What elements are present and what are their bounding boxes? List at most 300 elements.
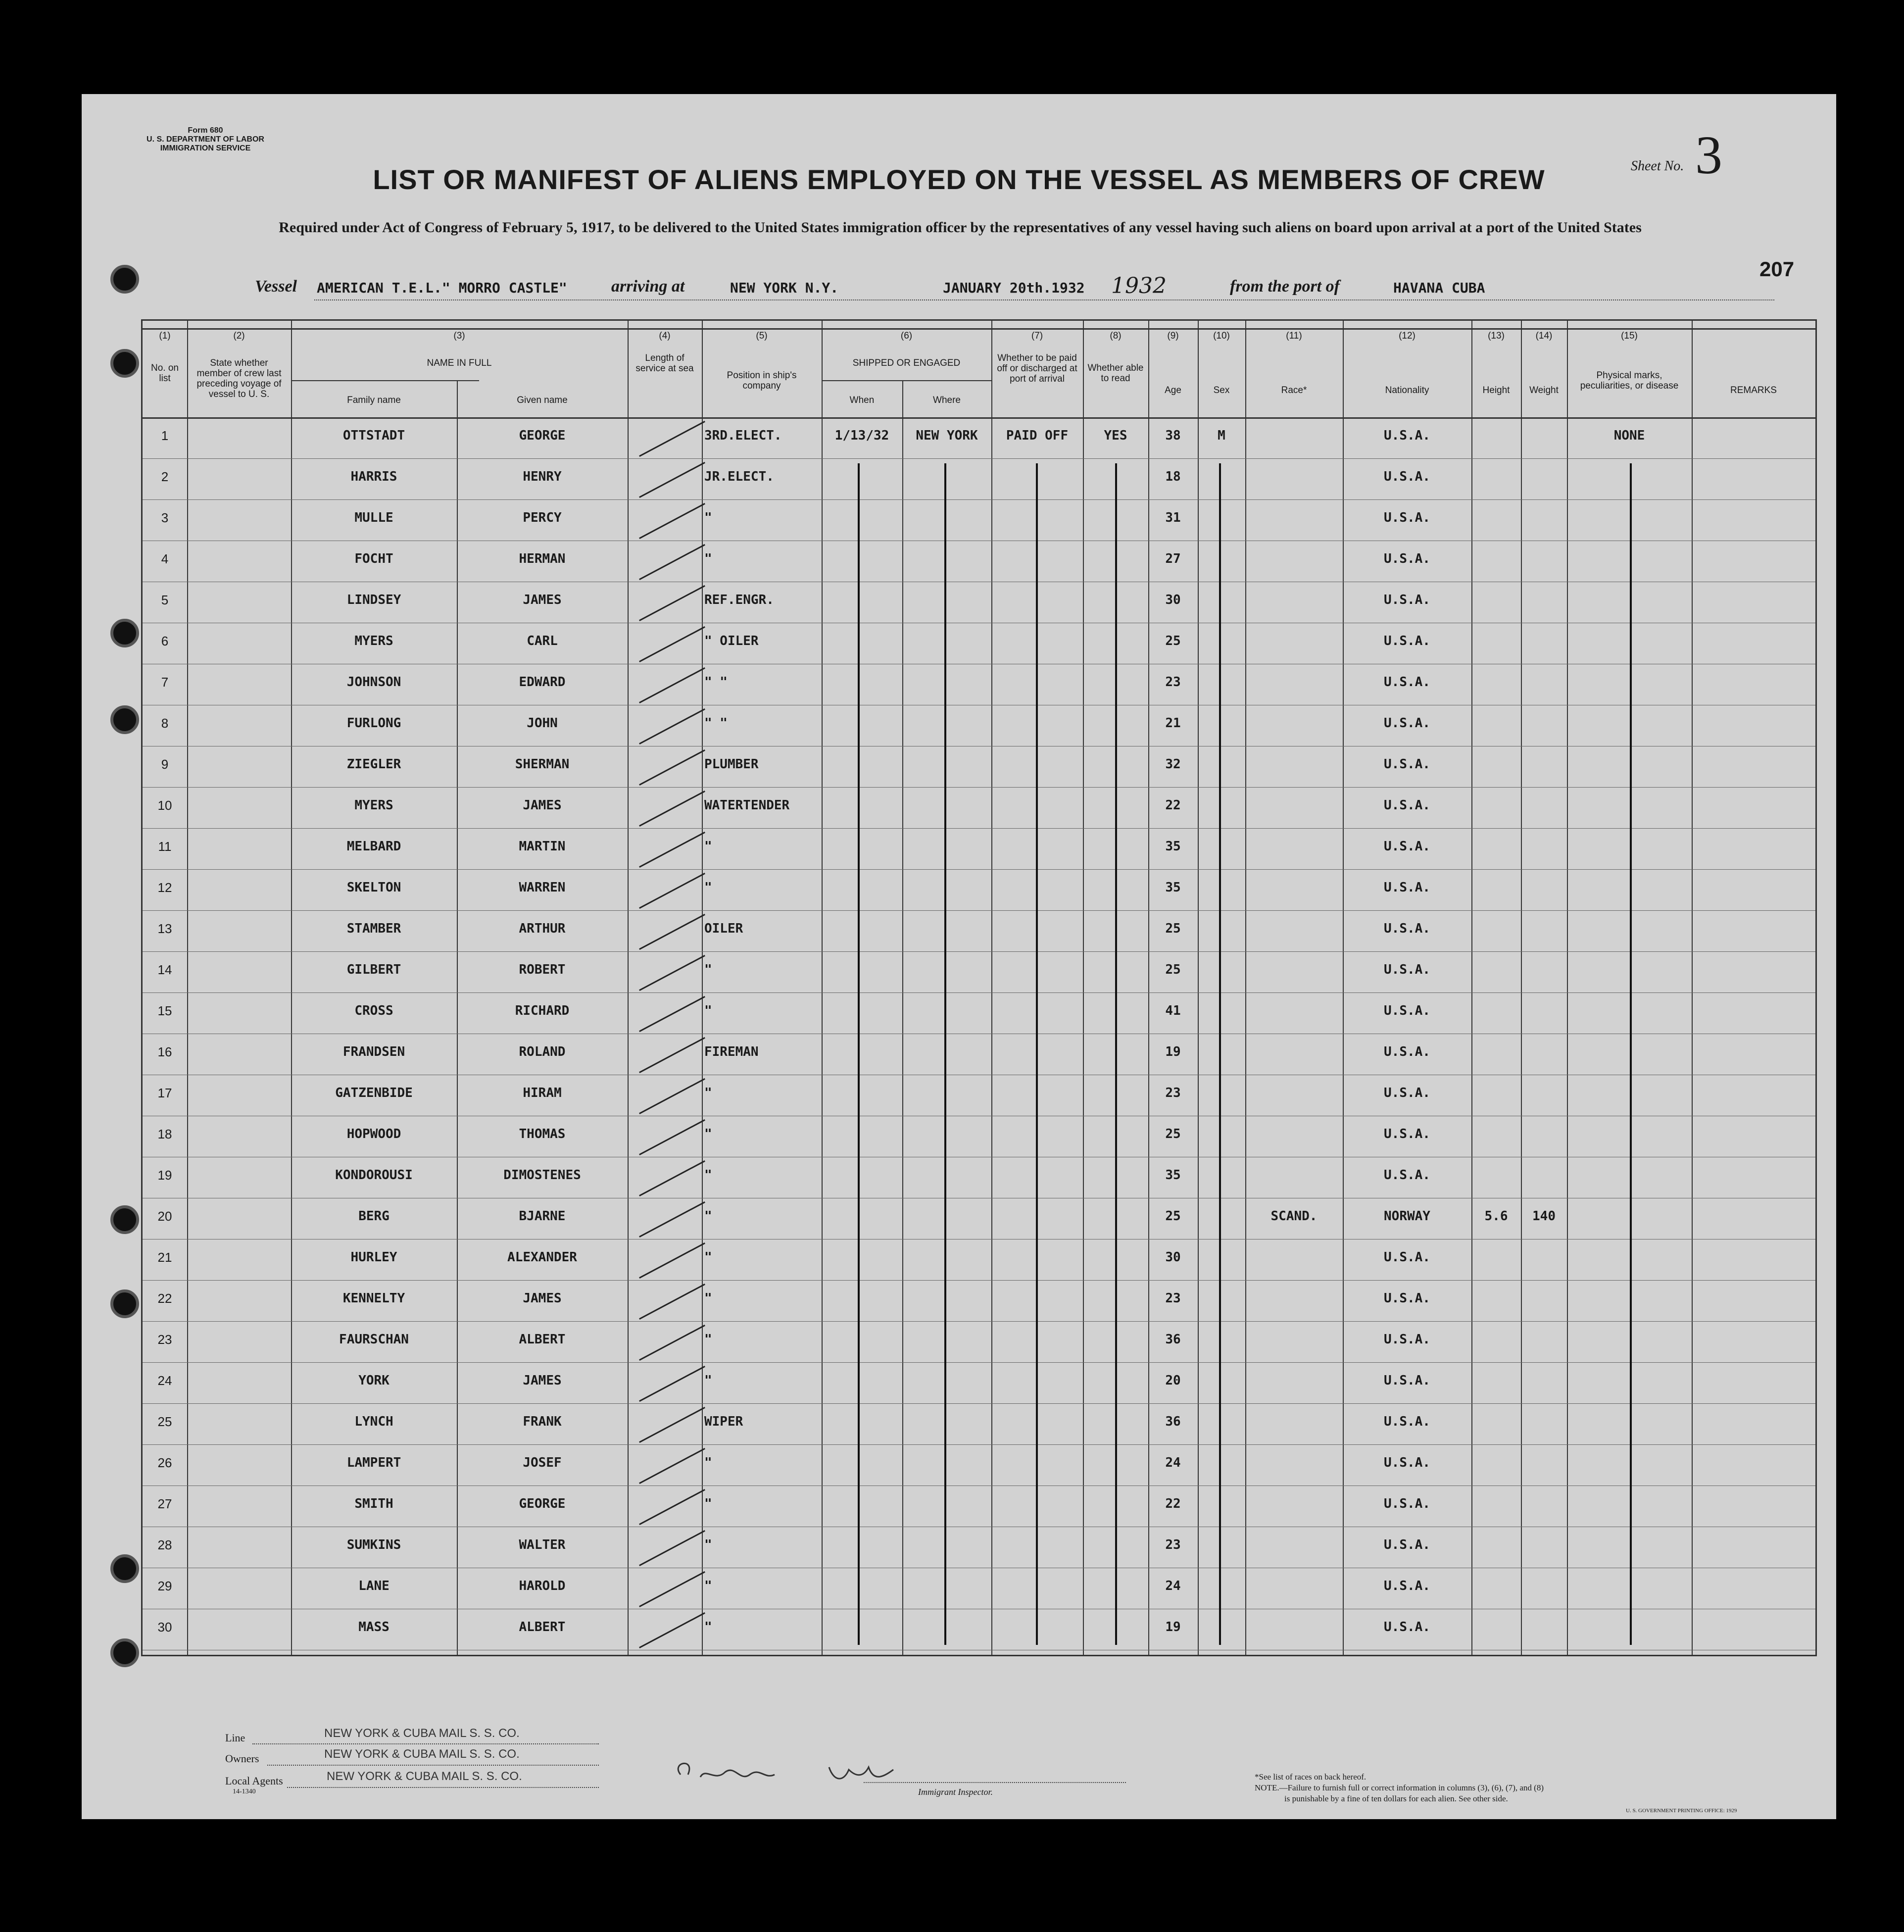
cell-no: 28 (157, 1537, 172, 1552)
owners-label: Owners (225, 1752, 259, 1765)
col13-label: Height (1482, 385, 1510, 396)
cell-family: BERG (358, 1209, 390, 1224)
cell-race: SCAND. (1270, 1209, 1318, 1224)
cell-position: " (704, 839, 712, 854)
cell-nationality: U.S.A. (1384, 1373, 1430, 1388)
cell-family: FRANDSEN (342, 1044, 405, 1059)
cell-given: THOMAS (519, 1127, 566, 1141)
cell-nationality: U.S.A. (1384, 1332, 1430, 1347)
cell-no: 12 (157, 880, 172, 895)
punch-hole (110, 1554, 139, 1583)
cell-family: FURLONG (346, 716, 401, 731)
col13-number: (13) (1488, 331, 1505, 341)
row-rule (143, 1403, 1815, 1404)
cell-no: 23 (157, 1332, 172, 1347)
cell-family: FOCHT (354, 551, 393, 566)
cell-family: LAMPERT (346, 1455, 401, 1470)
from-port-label: from the port of (1230, 277, 1340, 296)
col3-family-label: Family name (347, 395, 401, 405)
row-rule (143, 458, 1815, 459)
form-number: Form 680 (188, 126, 223, 135)
cell-position: " (704, 551, 712, 566)
cell-nationality: U.S.A. (1384, 1168, 1430, 1183)
cell-age: 30 (1165, 1250, 1181, 1265)
cell-no: 26 (157, 1455, 172, 1470)
department-name: U. S. DEPARTMENT OF LABOR (146, 135, 264, 144)
cell-age: 19 (1165, 1620, 1181, 1635)
check-mark (639, 914, 705, 950)
cell-position: 3RD.ELECT. (704, 428, 782, 443)
cell-family: JOHNSON (346, 675, 401, 690)
cell-age: 23 (1165, 675, 1181, 690)
owners-underline (267, 1765, 599, 1766)
col1-number: (1) (159, 331, 171, 341)
cell-position: WATERTENDER (704, 798, 790, 813)
cell-position: " (704, 1579, 712, 1593)
cell-given: JAMES (523, 798, 562, 813)
cell-no: 21 (157, 1250, 172, 1265)
check-mark (639, 503, 705, 539)
check-mark (639, 1530, 705, 1566)
vessel-underline (314, 299, 1774, 300)
cell-position: " (704, 1003, 712, 1018)
cell-nationality: U.S.A. (1384, 962, 1430, 977)
cell-given: WALTER (519, 1537, 566, 1552)
cell-position: " (704, 880, 712, 895)
column-rule (1083, 321, 1084, 1655)
cell-when: 1/13/32 (834, 428, 889, 443)
cell-age: 35 (1165, 839, 1181, 854)
row-rule (143, 499, 1815, 500)
crew-manifest-table (141, 319, 1817, 1656)
cell-no: 8 (161, 716, 169, 731)
cell-no: 1 (161, 428, 169, 443)
col15-number: (15) (1621, 331, 1638, 341)
check-mark (639, 1612, 705, 1648)
punch-hole (110, 265, 139, 294)
cell-age: 35 (1165, 880, 1181, 895)
cell-age: 20 (1165, 1373, 1181, 1388)
vessel-name: AMERICAN T.E.L." MORRO CASTLE" (317, 280, 567, 296)
cell-position: JR.ELECT. (704, 469, 774, 484)
line-underline (252, 1743, 599, 1744)
cell-family: KONDOROUSI (335, 1168, 413, 1183)
cell-marks: NONE (1613, 428, 1645, 443)
cell-given: FRANK (523, 1414, 562, 1429)
punch-hole (110, 1205, 139, 1234)
cell-position: " (704, 1373, 712, 1388)
check-mark (639, 1242, 705, 1279)
page-number: 207 (1759, 257, 1795, 281)
cell-position: OILER (704, 921, 743, 936)
cell-given: HERMAN (519, 551, 566, 566)
subheader-rule (822, 380, 991, 381)
check-mark (639, 1448, 705, 1484)
cell-position: " (704, 1086, 712, 1100)
cell-given: DIMOSTENES (503, 1168, 581, 1183)
service-name: IMMIGRATION SERVICE (160, 144, 251, 152)
cell-position: " (704, 1168, 712, 1183)
col10-number: (10) (1213, 331, 1230, 341)
col10-label: Sex (1213, 385, 1230, 396)
check-mark (639, 585, 705, 621)
row-rule (143, 992, 1815, 993)
punch-hole (110, 349, 139, 378)
cell-family: HARRIS (350, 469, 397, 484)
cell-position: " OILER (704, 634, 759, 648)
cell-position: " (704, 1332, 712, 1347)
column-rule (902, 380, 903, 1655)
cell-no: 16 (157, 1044, 172, 1059)
col5-number: (5) (756, 331, 768, 341)
check-mark (639, 1407, 705, 1443)
row-rule (143, 1362, 1815, 1363)
cell-nationality: U.S.A. (1384, 1455, 1430, 1470)
col6-where-label: Where (933, 395, 961, 405)
cell-age: 25 (1165, 1209, 1181, 1224)
check-mark (639, 1571, 705, 1607)
cell-family: YORK (358, 1373, 390, 1388)
cell-no: 24 (157, 1373, 172, 1388)
cell-nationality: U.S.A. (1384, 1537, 1430, 1552)
cell-age: 25 (1165, 634, 1181, 648)
cell-nationality: U.S.A. (1384, 593, 1430, 607)
cell-family: KENNELTY (342, 1291, 405, 1306)
column-rule (1471, 321, 1472, 1655)
cell-age: 24 (1165, 1579, 1181, 1593)
cell-position: " " (704, 675, 728, 690)
cell-nationality: NORWAY (1384, 1209, 1430, 1224)
cell-height: 5.6 (1484, 1209, 1508, 1224)
cell-given: SHERMAN (515, 757, 570, 772)
check-mark (639, 1325, 705, 1361)
cell-family: MYERS (354, 634, 393, 648)
cell-age: 23 (1165, 1086, 1181, 1100)
agents-underline (287, 1787, 599, 1788)
cell-family: LINDSEY (346, 593, 401, 607)
cell-position: " (704, 1291, 712, 1306)
column-rule (628, 321, 629, 1655)
cell-given: ALBERT (519, 1620, 566, 1635)
cell-given: JAMES (523, 1373, 562, 1388)
cell-family: HOPWOOD (346, 1127, 401, 1141)
cell-family: FAURSCHAN (339, 1332, 409, 1347)
col2-number: (2) (233, 331, 245, 341)
cell-given: ALBERT (519, 1332, 566, 1347)
check-mark (639, 1119, 705, 1155)
cell-given: GEORGE (519, 1496, 566, 1511)
vessel-label: Vessel (255, 277, 297, 296)
departure-port: HAVANA CUBA (1393, 280, 1485, 296)
ditto-line (858, 463, 860, 1645)
cell-given: RICHARD (515, 1003, 570, 1018)
cell-position: " (704, 962, 712, 977)
cell-no: 17 (157, 1086, 172, 1100)
cell-position: " (704, 1537, 712, 1552)
check-mark (639, 996, 705, 1032)
col3-number: (3) (453, 331, 465, 341)
cell-nationality: U.S.A. (1384, 1496, 1430, 1511)
cell-no: 25 (157, 1414, 172, 1429)
row-rule (143, 1321, 1815, 1322)
arriving-label: arriving at (611, 277, 685, 296)
col6-when-label: When (849, 395, 875, 405)
check-mark (639, 955, 705, 991)
col7-number: (7) (1031, 331, 1043, 341)
cell-no: 15 (157, 1003, 172, 1018)
cell-given: ROLAND (519, 1044, 566, 1059)
cell-where: NEW YORK (916, 428, 978, 443)
check-mark (639, 832, 705, 868)
cell-paid: PAID OFF (1006, 428, 1069, 443)
cell-age: 27 (1165, 551, 1181, 566)
cell-age: 24 (1165, 1455, 1181, 1470)
row-rule (143, 1280, 1815, 1281)
cell-age: 31 (1165, 510, 1181, 525)
cell-age: 22 (1165, 798, 1181, 813)
cell-family: GATZENBIDE (335, 1086, 413, 1100)
col8-number: (8) (1110, 331, 1122, 341)
cell-nationality: U.S.A. (1384, 1044, 1430, 1059)
cell-age: 25 (1165, 1127, 1181, 1141)
row-rule (143, 951, 1815, 952)
ditto-line (1630, 463, 1632, 1645)
cell-age: 21 (1165, 716, 1181, 731)
check-mark (639, 462, 705, 498)
col11-number: (11) (1286, 331, 1302, 341)
manifest-sheet (82, 94, 1836, 1819)
col14-label: Weight (1529, 385, 1559, 396)
footnote-races: *See list of races on back hereof. (1255, 1772, 1367, 1782)
cell-age: 22 (1165, 1496, 1181, 1511)
cell-age: 18 (1165, 469, 1181, 484)
cell-no: 5 (161, 593, 169, 607)
check-mark (639, 1160, 705, 1196)
col3-label: NAME IN FULL (427, 358, 492, 368)
cell-no: 9 (161, 757, 169, 772)
ditto-line (1036, 463, 1038, 1645)
cell-nationality: U.S.A. (1384, 1414, 1430, 1429)
cell-family: HURLEY (350, 1250, 397, 1265)
cell-position: " (704, 1250, 712, 1265)
cell-position: WIPER (704, 1414, 743, 1429)
cell-no: 10 (157, 798, 172, 813)
cell-given: ALEXANDER (507, 1250, 577, 1265)
cell-no: 29 (157, 1579, 172, 1593)
sheet-number-label: Sheet No. (1631, 158, 1684, 174)
cell-position: " (704, 510, 712, 525)
check-mark (639, 1201, 705, 1238)
document-subtitle: Required under Act of Congress of February 5, 1917, to be delivered to the United States immigration officer by the representatives of any vessel having such aliens on board upon arrival at a port of the United States (279, 219, 1642, 236)
cell-family: MASS (358, 1620, 390, 1635)
cell-nationality: U.S.A. (1384, 1620, 1430, 1635)
cell-given: CARL (527, 634, 558, 648)
cell-given: EDWARD (519, 675, 566, 690)
check-mark (639, 1366, 705, 1402)
col4-number: (4) (659, 331, 671, 341)
cell-position: REF.ENGR. (704, 593, 774, 607)
cell-family: LANE (358, 1579, 390, 1593)
col15-label: Physical marks, peculiarities, or disease (1580, 370, 1679, 391)
col11-label: Race* (1281, 385, 1307, 396)
cell-no: 7 (161, 675, 169, 690)
cell-no: 3 (161, 510, 169, 525)
arrival-date: JANUARY 20th.1932 (943, 280, 1085, 296)
cell-family: OTTSTADT (342, 428, 405, 443)
cell-age: 23 (1165, 1537, 1181, 1552)
col4-label: Length of service at sea (635, 353, 694, 374)
manifest-footer (141, 1653, 1814, 1817)
ditto-line (944, 463, 946, 1645)
col2-label: State whether member of crew last preceding voyage of vessel to U. S. (196, 358, 282, 399)
row-rule (143, 1444, 1815, 1445)
cell-no: 22 (157, 1291, 172, 1306)
column-rule (1198, 321, 1199, 1655)
cell-nationality: U.S.A. (1384, 1291, 1430, 1306)
col12-number: (12) (1399, 331, 1416, 341)
cell-position: PLUMBER (704, 757, 759, 772)
footnote-penalty-cont: is punishable by a fine of ten dollars for each alien. See other side. (1284, 1794, 1508, 1803)
check-mark (639, 749, 705, 786)
cell-family: MELBARD (346, 839, 401, 854)
column-rule (1245, 321, 1246, 1655)
cell-family: LYNCH (354, 1414, 393, 1429)
column-rule (991, 321, 992, 1655)
cell-given: HAROLD (519, 1579, 566, 1593)
column-rule (1521, 321, 1522, 1655)
cell-given: WARREN (519, 880, 566, 895)
cell-family: MYERS (354, 798, 393, 813)
column-rule (1567, 321, 1568, 1655)
cell-position: " (704, 1620, 712, 1635)
cell-nationality: U.S.A. (1384, 510, 1430, 525)
cell-given: BJARNE (519, 1209, 566, 1224)
inspector-signature-line (864, 1782, 1126, 1783)
col5-label: Position in ship's company (727, 370, 797, 391)
form-identity (131, 126, 280, 153)
check-mark (639, 1284, 705, 1320)
inspector-label: Immigrant Inspector. (918, 1787, 993, 1797)
cell-nationality: U.S.A. (1384, 675, 1430, 690)
cell-weight: 140 (1532, 1209, 1556, 1224)
check-mark (639, 1078, 705, 1114)
cell-age: 36 (1165, 1414, 1181, 1429)
cell-nationality: U.S.A. (1384, 1250, 1430, 1265)
check-mark (639, 544, 705, 580)
check-mark (639, 626, 705, 662)
cell-family: CROSS (354, 1003, 393, 1018)
cell-family: MULLE (354, 510, 393, 525)
cell-age: 36 (1165, 1332, 1181, 1347)
cell-given: HENRY (523, 469, 562, 484)
cell-no: 11 (158, 839, 172, 854)
col6-label: SHIPPED OR ENGAGED (852, 358, 961, 368)
cell-family: SKELTON (346, 880, 401, 895)
cell-position: " (704, 1127, 712, 1141)
printing-office: U. S. GOVERNMENT PRINTING OFFICE: 1929 (1626, 1808, 1737, 1814)
cell-position: " (704, 1496, 712, 1511)
row-rule (143, 910, 1815, 911)
check-mark (639, 1037, 705, 1073)
cell-nationality: U.S.A. (1384, 798, 1430, 813)
cell-family: SMITH (354, 1496, 393, 1511)
cell-no: 14 (157, 962, 172, 977)
punch-hole (110, 1638, 139, 1667)
cell-family: SUMKINS (346, 1537, 401, 1552)
cell-no: 27 (157, 1496, 172, 1511)
cell-nationality: U.S.A. (1384, 551, 1430, 566)
col6-number: (6) (900, 331, 913, 341)
cell-age: 19 (1165, 1044, 1181, 1059)
col9-label: Age (1165, 385, 1181, 396)
agents-value: NEW YORK & CUBA MAIL S. S. CO. (327, 1770, 522, 1783)
row-rule (143, 828, 1815, 829)
check-mark (639, 421, 705, 457)
column-rule (1692, 321, 1693, 1655)
col7-label: Whether to be paid off or discharged at port of arrival (997, 353, 1077, 384)
cell-no: 18 (157, 1127, 172, 1141)
cell-nationality: U.S.A. (1384, 839, 1430, 854)
cell-read: YES (1104, 428, 1127, 443)
line-label: Line (225, 1732, 245, 1744)
cell-no: 20 (157, 1209, 172, 1224)
col12-label: Nationality (1385, 385, 1429, 396)
cell-nationality: U.S.A. (1384, 1127, 1430, 1141)
punch-hole (110, 1289, 139, 1318)
cell-position: FIREMAN (704, 1044, 759, 1059)
footnote-penalty: NOTE.—Failure to furnish full or correct information in columns (3), (6), (7), and (8) (1255, 1783, 1544, 1792)
cell-given: JAMES (523, 593, 562, 607)
cell-no: 2 (161, 469, 169, 484)
cell-sex: M (1218, 428, 1225, 443)
cell-nationality: U.S.A. (1384, 921, 1430, 936)
cell-nationality: U.S.A. (1384, 428, 1430, 443)
check-mark (639, 791, 705, 827)
row-rule (143, 869, 1815, 870)
cell-given: ARTHUR (519, 921, 566, 936)
punch-hole (110, 619, 139, 647)
cell-age: 32 (1165, 757, 1181, 772)
cell-nationality: U.S.A. (1384, 1003, 1430, 1018)
document-title: LIST OR MANIFEST OF ALIENS EMPLOYED ON THE VESSEL AS MEMBERS OF CREW (373, 164, 1545, 195)
cell-position: " (704, 1455, 712, 1470)
cell-given: GEORGE (519, 428, 566, 443)
header-divider-top (143, 328, 1815, 330)
cell-age: 25 (1165, 921, 1181, 936)
cell-nationality: U.S.A. (1384, 1579, 1430, 1593)
check-mark (639, 1489, 705, 1525)
cell-given: JAMES (523, 1291, 562, 1306)
punch-hole (110, 705, 139, 734)
owners-value: NEW YORK & CUBA MAIL S. S. CO. (324, 1747, 520, 1761)
col8-label: Whether able to read (1087, 363, 1144, 384)
ditto-line (1115, 463, 1117, 1645)
cell-position: " (704, 1209, 712, 1224)
check-mark (639, 708, 705, 744)
cell-nationality: U.S.A. (1384, 634, 1430, 648)
form-code: 14-1340 (233, 1788, 256, 1795)
cell-given: PERCY (523, 510, 562, 525)
cell-nationality: U.S.A. (1384, 757, 1430, 772)
row-rule (143, 787, 1815, 788)
sheet-number: 3 (1695, 125, 1722, 185)
check-mark (639, 873, 705, 909)
cell-nationality: U.S.A. (1384, 716, 1430, 731)
cell-family: ZIEGLER (346, 757, 401, 772)
cell-age: 25 (1165, 962, 1181, 977)
cell-age: 38 (1165, 428, 1181, 443)
cell-position: " " (704, 716, 728, 731)
